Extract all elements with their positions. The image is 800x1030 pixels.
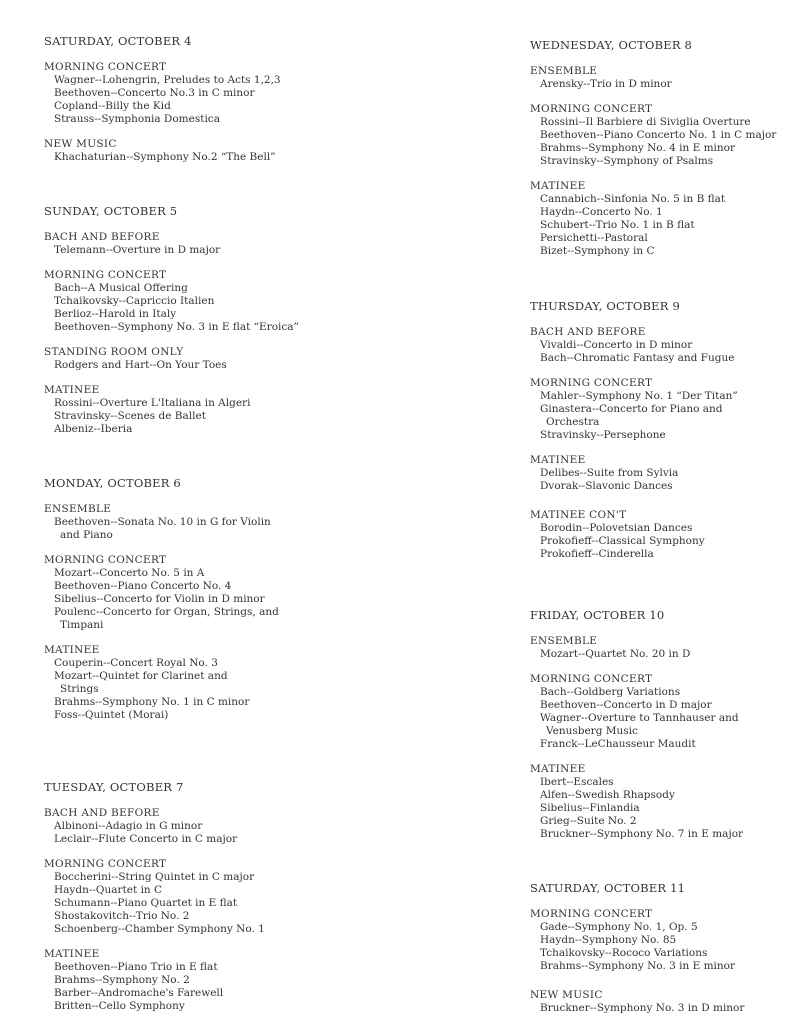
item-text: Boccherini--String Quintet in C major — [54, 871, 255, 883]
program-item — [44, 410, 414, 423]
item-text: Stravinsky--Symphony of Psalms — [540, 155, 714, 167]
program-block — [530, 763, 790, 841]
program-item — [530, 232, 790, 245]
program-item — [44, 897, 414, 910]
program-title: BACH AND BEFORE — [530, 326, 646, 338]
day-section — [530, 882, 790, 1027]
program-title: MATINEE CON'T — [530, 509, 627, 521]
program-item — [530, 828, 790, 841]
program-title: MATINEE — [530, 454, 586, 466]
program-block — [44, 231, 414, 257]
item-text: Schubert--Trio No. 1 in B flat — [540, 219, 695, 231]
item-text: Tchaikovsky--Capriccio Italien — [54, 295, 215, 307]
item-text: Rossini--Il Barbiere di Siviglia Overture — [540, 116, 751, 128]
program-item — [530, 155, 790, 168]
day-section — [44, 477, 414, 734]
item-text: Stravinsky--Scenes de Ballet — [54, 410, 206, 422]
item-text: Wagner--Lohengrin, Preludes to Acts 1,2,3 — [54, 74, 281, 86]
program-item — [44, 423, 414, 436]
item-text: Beethoven--Symphony No. 3 in E flat “Eroica” — [54, 321, 299, 333]
program-item — [530, 352, 790, 365]
program-item — [44, 657, 414, 670]
item-text: Albeniz--Iberia — [54, 423, 133, 435]
item-text: Britten--Cello Symphony — [54, 1000, 185, 1012]
program-item — [44, 923, 414, 936]
item-text: Strauss--Symphonia Domestica — [54, 113, 220, 125]
item-continuation: Orchestra — [546, 416, 600, 428]
program-item — [44, 709, 414, 722]
program-item — [44, 295, 414, 308]
item-text: Beethoven--Concerto in D major — [540, 699, 712, 711]
program-item — [530, 206, 790, 219]
program-item — [44, 910, 414, 923]
program-item — [530, 802, 790, 815]
program-item — [44, 151, 414, 164]
program-item — [530, 339, 790, 352]
day-section — [530, 609, 790, 853]
item-text: Stravinsky--Persephone — [540, 429, 666, 441]
program-block — [44, 269, 414, 334]
item-text: Prokofieff--Classical Symphony — [540, 535, 705, 547]
program-title: MATINEE — [44, 948, 100, 960]
day-heading: SATURDAY, OCTOBER 4 — [44, 34, 192, 48]
item-continuation: Venusberg Music — [546, 725, 638, 737]
item-text: Vivaldi--Concerto in D minor — [540, 339, 693, 351]
item-text: Bach--Goldberg Variations — [540, 686, 681, 698]
item-text: Telemann--Overture in D major — [54, 244, 221, 256]
program-block — [44, 644, 414, 722]
item-text: Haydn--Symphony No. 85 — [540, 934, 677, 946]
program-title: MORNING CONCERT — [530, 103, 653, 115]
program-title: BACH AND BEFORE — [44, 807, 160, 819]
item-text: Khachaturian--Symphony No.2 “The Bell” — [54, 151, 276, 163]
program-title: ENSEMBLE — [44, 503, 112, 515]
program-item — [44, 1000, 414, 1013]
item-text: Mahler--Symphony No. 1 “Der Titan” — [540, 390, 738, 402]
item-text: Wagner--Overture to Tannhauser and — [540, 712, 739, 724]
program-title: MATINEE — [44, 384, 100, 396]
program-item — [530, 947, 790, 960]
item-text: Bach--A Musical Offering — [54, 282, 188, 294]
item-continuation: Timpani — [60, 619, 104, 631]
item-text: Mozart--Quintet for Clarinet and — [54, 670, 228, 682]
program-item — [530, 480, 790, 493]
day-heading: WEDNESDAY, OCTOBER 8 — [530, 38, 693, 52]
program-item — [530, 129, 790, 142]
program-block — [530, 326, 790, 365]
item-text: Mozart--Concerto No. 5 in A — [54, 567, 205, 579]
item-text: Haydn--Concerto No. 1 — [540, 206, 663, 218]
program-item — [530, 219, 790, 232]
program-block — [44, 346, 414, 372]
program-item — [530, 429, 790, 442]
program-title: MATINEE — [530, 763, 586, 775]
item-continuation: and Piano — [60, 529, 113, 541]
program-item — [44, 516, 414, 542]
program-item — [44, 282, 414, 295]
program-item — [44, 974, 414, 987]
item-text: Mozart--Quartet No. 20 in D — [540, 648, 691, 660]
program-block — [530, 989, 790, 1015]
program-item — [530, 522, 790, 535]
program-item — [530, 712, 790, 738]
program-title: MORNING CONCERT — [44, 858, 167, 870]
program-block — [44, 138, 414, 164]
program-item — [44, 696, 414, 709]
program-block — [530, 673, 790, 751]
program-item — [44, 884, 414, 897]
item-text: Brahms--Symphony No. 1 in C minor — [54, 696, 250, 708]
item-text: Delibes--Suite from Sylvia — [540, 467, 679, 479]
program-item — [530, 648, 790, 661]
program-item — [530, 934, 790, 947]
item-text: Bach--Chromatic Fantasy and Fugue — [540, 352, 735, 364]
program-block — [530, 509, 790, 561]
program-block — [530, 65, 790, 91]
program-item — [44, 961, 414, 974]
item-continuation: Strings — [60, 683, 99, 695]
program-item — [530, 467, 790, 480]
program-block — [44, 948, 414, 1013]
program-item — [530, 789, 790, 802]
program-block — [44, 61, 414, 126]
program-block — [530, 908, 790, 973]
program-item — [44, 308, 414, 321]
program-title: MORNING CONCERT — [530, 673, 653, 685]
program-item — [44, 871, 414, 884]
item-text: Albinoni--Adagio in G minor — [54, 820, 203, 832]
item-text: Foss--Quintet (Morai) — [54, 709, 169, 721]
program-item — [530, 403, 790, 429]
item-text: Copland--Billy the Kid — [54, 100, 171, 112]
program-item — [44, 397, 414, 410]
program-title: MORNING CONCERT — [44, 554, 167, 566]
item-text: Barber--Andromache's Farewell — [54, 987, 224, 999]
program-item — [530, 142, 790, 155]
program-block — [44, 384, 414, 436]
item-text: Poulenc--Concerto for Organ, Strings, and — [54, 606, 279, 618]
program-item — [44, 74, 414, 87]
day-heading: TUESDAY, OCTOBER 7 — [44, 780, 184, 794]
program-item — [44, 244, 414, 257]
program-block — [44, 807, 414, 846]
program-item — [530, 390, 790, 403]
day-heading: SATURDAY, OCTOBER 11 — [530, 881, 686, 895]
program-item — [530, 699, 790, 712]
program-item — [44, 833, 414, 846]
program-item — [530, 535, 790, 548]
day-section — [530, 300, 790, 573]
day-heading: THURSDAY, OCTOBER 9 — [530, 299, 681, 313]
item-text: Shostakovitch--Trio No. 2 — [54, 910, 190, 922]
program-title: MATINEE — [530, 180, 586, 192]
program-block — [530, 635, 790, 661]
item-text: Franck--LeChausseur Maudit — [540, 738, 696, 750]
item-text: Borodin--Polovetsian Dances — [540, 522, 693, 534]
program-title: ENSEMBLE — [530, 635, 598, 647]
item-text: Brahms--Symphony No. 3 in E minor — [540, 960, 736, 972]
item-text: Beethoven--Piano Concerto No. 4 — [54, 580, 232, 592]
program-item — [530, 245, 790, 258]
item-text: Ibert--Escales — [540, 776, 614, 788]
program-item — [44, 606, 414, 632]
program-item — [44, 113, 414, 126]
item-text: Rodgers and Hart--On Your Toes — [54, 359, 227, 371]
item-text: Tchaikovsky--Rococo Variations — [540, 947, 708, 959]
program-item — [530, 815, 790, 828]
item-text: Sibelius--Concerto for Violin in D minor — [54, 593, 265, 605]
program-title: MORNING CONCERT — [530, 908, 653, 920]
item-text: Berlioz--Harold in Italy — [54, 308, 177, 320]
item-text: Beethoven--Sonata No. 10 in G for Violin — [54, 516, 271, 528]
day-heading: SUNDAY, OCTOBER 5 — [44, 204, 178, 218]
day-heading: MONDAY, OCTOBER 6 — [44, 476, 181, 490]
item-text: Beethoven--Concerto No.3 in C minor — [54, 87, 255, 99]
item-text: Haydn--Quartet in C — [54, 884, 163, 896]
program-item — [44, 670, 414, 696]
item-text: Beethoven--Piano Trio in E flat — [54, 961, 218, 973]
item-text: Grieg--Suite No. 2 — [540, 815, 637, 827]
program-title: MORNING CONCERT — [44, 269, 167, 281]
program-item — [44, 321, 414, 334]
item-text: Bizet--Symphony in C — [540, 245, 655, 257]
program-item — [44, 87, 414, 100]
program-title: STANDING ROOM ONLY — [44, 346, 184, 358]
program-title: MATINEE — [44, 644, 100, 656]
program-item — [530, 78, 790, 91]
item-text: Couperin--Concert Royal No. 3 — [54, 657, 218, 669]
item-text: Brahms--Symphony No. 4 in E minor — [540, 142, 736, 154]
item-text: Gade--Symphony No. 1, Op. 5 — [540, 921, 698, 933]
program-item — [530, 960, 790, 973]
program-item — [530, 921, 790, 934]
day-heading: FRIDAY, OCTOBER 10 — [530, 608, 665, 622]
program-block — [530, 377, 790, 442]
day-section — [44, 35, 414, 176]
program-item — [530, 686, 790, 699]
program-item — [530, 548, 790, 561]
program-item — [530, 738, 790, 751]
program-item — [44, 100, 414, 113]
program-title: ENSEMBLE — [530, 65, 598, 77]
day-section — [530, 39, 790, 270]
program-title: BACH AND BEFORE — [44, 231, 160, 243]
item-text: Bruckner--Symphony No. 7 in E major — [540, 828, 744, 840]
item-text: Ginastera--Concerto for Piano and — [540, 403, 723, 415]
program-title: MORNING CONCERT — [530, 377, 653, 389]
program-block — [530, 180, 790, 258]
program-item — [530, 776, 790, 789]
program-item — [530, 1002, 790, 1015]
item-text: Schumann--Piano Quartet in E flat — [54, 897, 238, 909]
item-text: Dvorak--Slavonic Dances — [540, 480, 673, 492]
item-text: Persichetti--Pastoral — [540, 232, 648, 244]
program-item — [44, 359, 414, 372]
item-text: Arensky--Trio in D minor — [540, 78, 672, 90]
program-block — [44, 858, 414, 936]
item-text: Beethoven--Piano Concerto No. 1 in C major — [540, 129, 777, 141]
item-text: Cannabich--Sinfonia No. 5 in B flat — [540, 193, 726, 205]
program-title: NEW MUSIC — [530, 989, 603, 1001]
day-section — [44, 781, 414, 1025]
program-item — [44, 580, 414, 593]
program-block — [530, 103, 790, 168]
program-item — [530, 116, 790, 129]
program-item — [530, 193, 790, 206]
item-text: Alfen--Swedish Rhapsody — [540, 789, 675, 801]
item-text: Prokofieff--Cinderella — [540, 548, 654, 560]
program-block — [44, 503, 414, 542]
program-block — [44, 554, 414, 632]
day-section — [44, 205, 414, 448]
program-item — [44, 567, 414, 580]
item-text: Rossini--Overture L'Italiana in Algeri — [54, 397, 251, 409]
item-text: Bruckner--Symphony No. 3 in D minor — [540, 1002, 745, 1014]
program-item — [44, 593, 414, 606]
item-text: Schoenberg--Chamber Symphony No. 1 — [54, 923, 265, 935]
program-item — [44, 820, 414, 833]
item-text: Leclair--Flute Concerto in C major — [54, 833, 238, 845]
item-text: Brahms--Symphony No. 2 — [54, 974, 190, 986]
program-title: NEW MUSIC — [44, 138, 117, 150]
item-text: Sibelius--Finlandia — [540, 802, 640, 814]
program-block — [530, 454, 790, 493]
program-item — [44, 987, 414, 1000]
program-title: MORNING CONCERT — [44, 61, 167, 73]
